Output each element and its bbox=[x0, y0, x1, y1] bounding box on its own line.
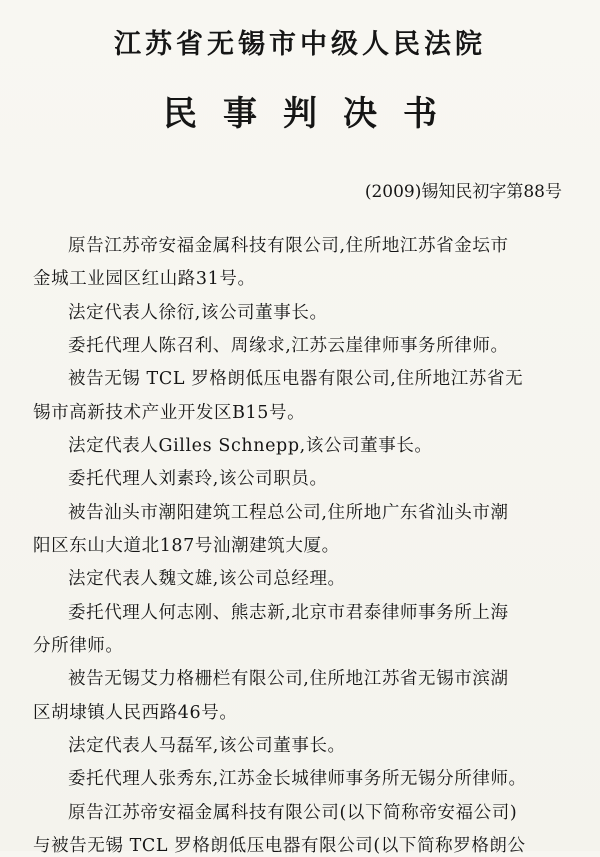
body-line-plaintiff-address: 金城工业园区红山路31号。 bbox=[33, 269, 256, 289]
body-line-defendant-2-address: 阳区东山大道北187号汕潮建筑大厦。 bbox=[33, 536, 340, 556]
body-line-plaintiff: 原告江苏帝安福金属科技有限公司,住所地江苏省金坛市 bbox=[68, 236, 509, 256]
body-line-defendant-1-agent: 委托代理人刘素玲,该公司职员。 bbox=[68, 469, 328, 489]
body-line-defendant-3: 被告无锡艾力格栅栏有限公司,住所地江苏省无锡市滨湖 bbox=[68, 669, 509, 689]
document-type-heading: 民事判决书 bbox=[163, 94, 463, 134]
body-line-defendant-3-address: 区胡埭镇人民西路46号。 bbox=[33, 703, 238, 723]
body-line-defendant-2-agents-cont: 分所律师。 bbox=[33, 636, 124, 656]
case-number: (2009)锡知民初字第88号 bbox=[364, 182, 562, 202]
body-line-defendant-3-agent: 委托代理人张秀东,江苏金长城律师事务所无锡分所律师。 bbox=[68, 769, 527, 789]
court-name-heading: 江苏省无锡市中级人民法院 bbox=[114, 29, 486, 60]
body-line-defendant-3-legal-rep: 法定代表人马磊军,该公司董事长。 bbox=[68, 736, 346, 756]
body-line-defendant-1-address: 锡市高新技术产业开发区B15号。 bbox=[33, 403, 306, 423]
body-line-defendant-2-agents: 委托代理人何志刚、熊志新,北京市君泰律师事务所上海 bbox=[68, 603, 509, 623]
body-line-plaintiff-legal-rep: 法定代表人徐衍,该公司董事长。 bbox=[68, 303, 328, 323]
body-line-defendant-1-legal-rep: 法定代表人Gilles Schnepp,该公司董事长。 bbox=[68, 436, 433, 456]
body-line-plaintiff-agents: 委托代理人陈召利、周缘求,江苏云崖律师事务所律师。 bbox=[68, 336, 509, 356]
body-line-summary-2: 与被告无锡 TCL 罗格朗低压电器有限公司(以下简称罗格朗公 bbox=[33, 836, 526, 856]
body-line-defendant-2-legal-rep: 法定代表人魏文雄,该公司总经理。 bbox=[68, 569, 346, 589]
body-line-defendant-1: 被告无锡 TCL 罗格朗低压电器有限公司,住所地江苏省无 bbox=[68, 369, 524, 389]
body-line-defendant-2: 被告汕头市潮阳建筑工程总公司,住所地广东省汕头市潮 bbox=[68, 503, 509, 523]
body-line-summary-1: 原告江苏帝安福金属科技有限公司(以下简称帝安福公司) bbox=[68, 803, 518, 823]
